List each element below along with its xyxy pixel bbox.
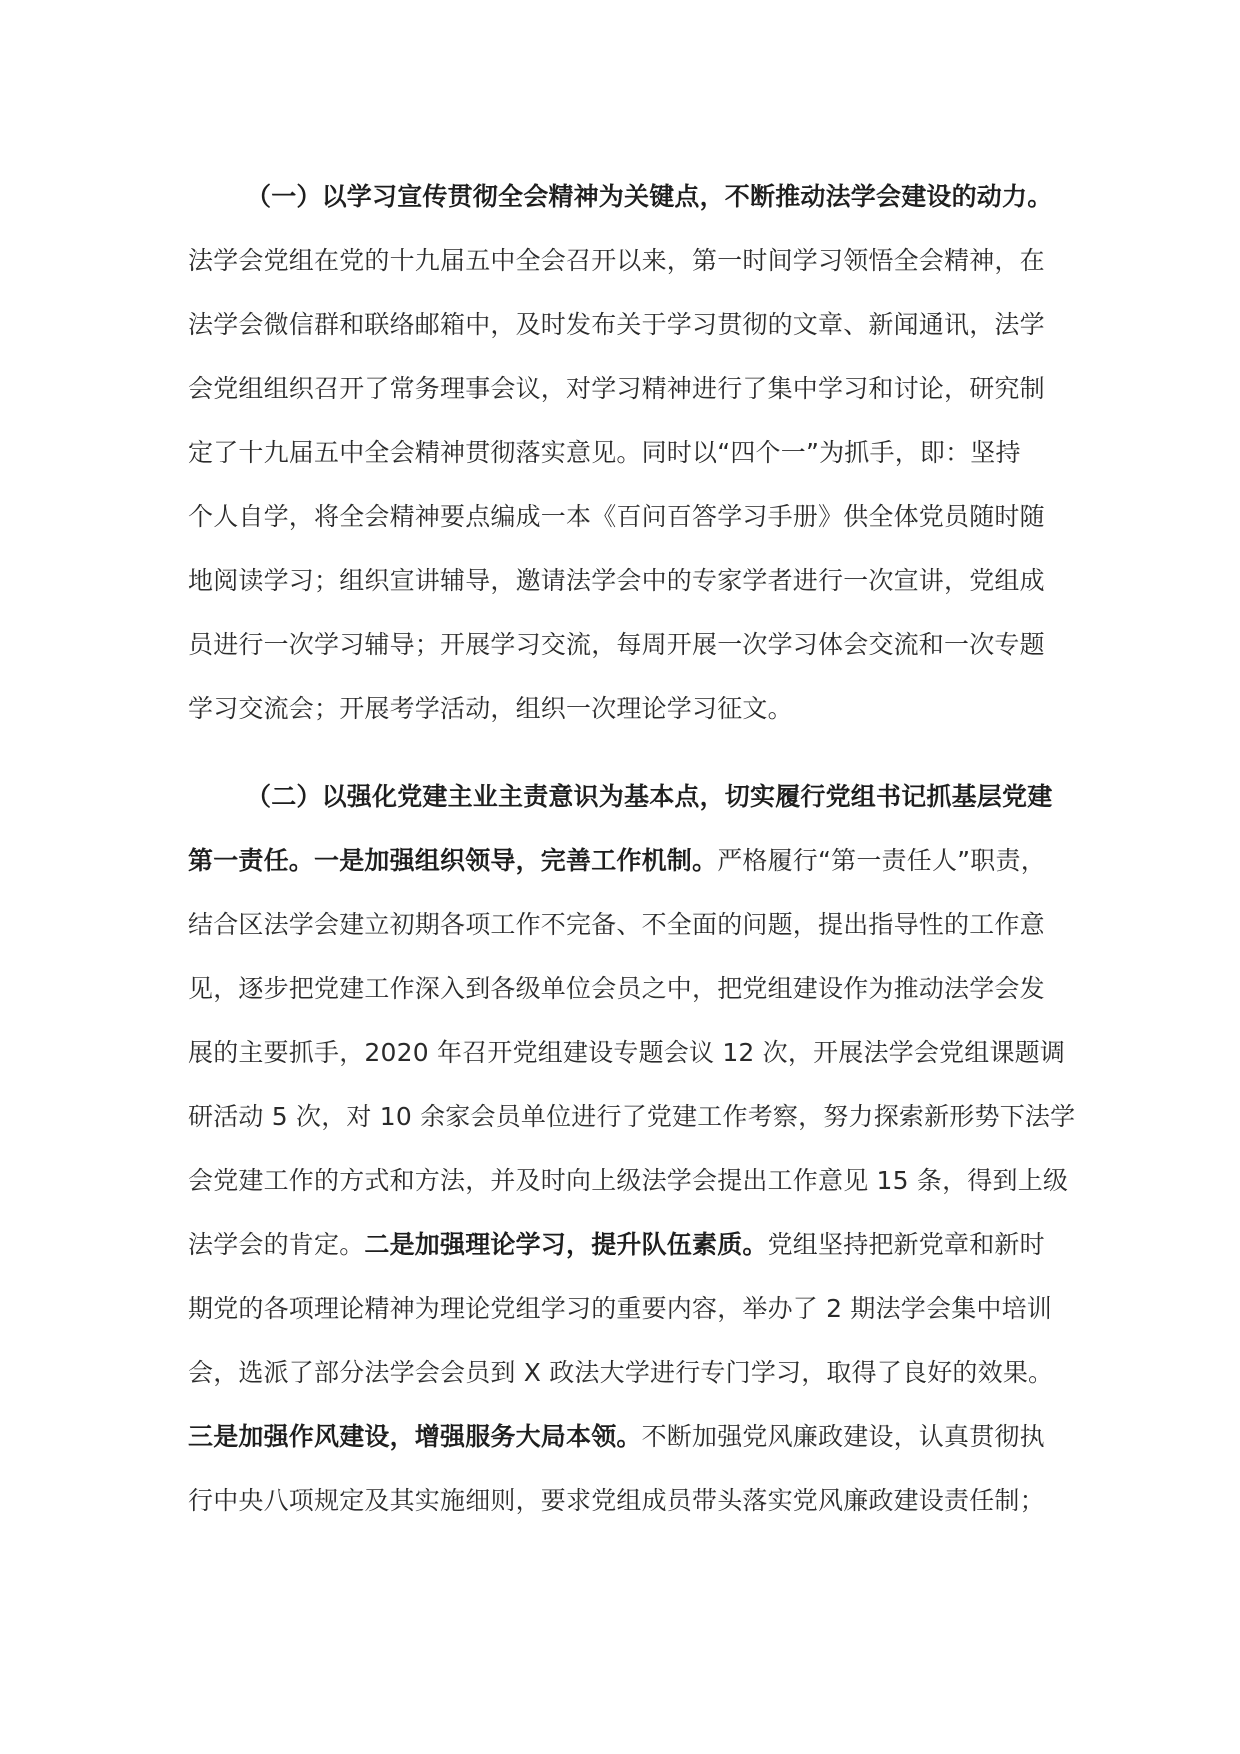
text-line	[188, 485, 1060, 549]
text-line	[188, 293, 1060, 357]
text-segment: 定了十九届五中全会精神贯彻落实意见。同时以“四个一”为抓手，即：坚持	[188, 438, 1021, 467]
text-segment: 地阅读学习；组织宣讲辅导，邀请法学会中的专家学者进行一次宣讲，党组成	[188, 566, 1045, 595]
text-line	[188, 1021, 1066, 1085]
bold-text-segment: 二是加强理论学习，提升队伍素质。	[364, 1230, 768, 1259]
text-line	[188, 1085, 1076, 1149]
text-segment: 展的主要抓手，2020 年召开党组建设专题会议 12 次，开展法学会党组课题调	[188, 1038, 1066, 1067]
text-segment: 会党建工作的方式和方法，并及时向上级法学会提出工作意见 15 条，得到上级	[188, 1166, 1069, 1195]
bold-text-segment: （一）以学习宣传贯彻全会精神为关键点，不断推动法学会建设的动力。	[246, 182, 1053, 211]
text-line	[188, 1213, 1060, 1277]
text-segment: 法学会党组在党的十九届五中全会召开以来，第一时间学习领悟全会精神，在	[188, 246, 1045, 275]
paragraph-1	[188, 165, 1060, 741]
text-line	[188, 549, 1060, 613]
paragraph-2	[188, 765, 1076, 1533]
bold-text-segment: 三是加强作风建设，增强服务大局本领。	[188, 1422, 642, 1451]
text-segment: 期党的各项理论精神为理论党组学习的重要内容，举办了 2 期法学会集中培训	[188, 1294, 1053, 1323]
text-segment: 会党组组织召开了常务理事会议，对学习精神进行了集中学习和讨论，研究制	[188, 374, 1045, 403]
text-segment: 不断加强党风廉政建设，认真贯彻执	[641, 1422, 1045, 1451]
text-line	[188, 677, 1060, 741]
text-line	[188, 829, 1060, 893]
text-segment: 见，逐步把党建工作深入到各级单位会员之中，把党组建设作为推动法学会发	[188, 974, 1045, 1003]
text-segment: 员进行一次学习辅导；开展学习交流，每周开展一次学习体会交流和一次专题	[188, 630, 1045, 659]
text-segment: 法学会的肯定。	[188, 1230, 365, 1259]
text-segment: 党组坚持把新党章和新时	[767, 1230, 1045, 1259]
bold-text-segment: 第一责任。一是加强组织领导，完善工作机制。	[188, 846, 718, 875]
text-line	[188, 1405, 1060, 1469]
text-line	[188, 1469, 1060, 1533]
text-segment: 结合区法学会建立初期各项工作不完备、不全面的问题，提出指导性的工作意	[188, 910, 1045, 939]
text-line	[188, 1277, 1060, 1341]
text-line	[188, 165, 1060, 229]
text-line	[188, 957, 1060, 1021]
text-segment: 学习交流会；开展考学活动，组织一次理论学习征文。	[188, 694, 793, 723]
text-line	[188, 229, 1060, 293]
text-line	[188, 357, 1060, 421]
text-line	[188, 1149, 1069, 1213]
text-segment: 会，选派了部分法学会会员到 X 政法大学进行专门学习，取得了良好的效果。	[188, 1358, 1054, 1387]
text-segment: 严格履行“第一责任人”职责，	[717, 846, 1046, 875]
text-line	[188, 765, 1060, 829]
text-line	[188, 421, 1060, 485]
text-segment: 个人自学，将全会精神要点编成一本《百问百答学习手册》供全体党员随时随	[188, 502, 1045, 531]
text-segment: 研活动 5 次，对 10 余家会员单位进行了党建工作考察，努力探索新形势下法学	[188, 1102, 1076, 1131]
bold-text-segment: （二）以强化党建主业主责意识为基本点，切实履行党组书记抓基层党建	[246, 782, 1053, 811]
text-line	[188, 893, 1060, 957]
text-line	[188, 1341, 1060, 1405]
text-line	[188, 613, 1060, 677]
text-segment: 法学会微信群和联络邮箱中，及时发布关于学习贯彻的文章、新闻通讯，法学	[188, 310, 1045, 339]
text-segment: 行中央八项规定及其实施细则，要求党组成员带头落实党风廉政建设责任制；	[188, 1486, 1045, 1515]
